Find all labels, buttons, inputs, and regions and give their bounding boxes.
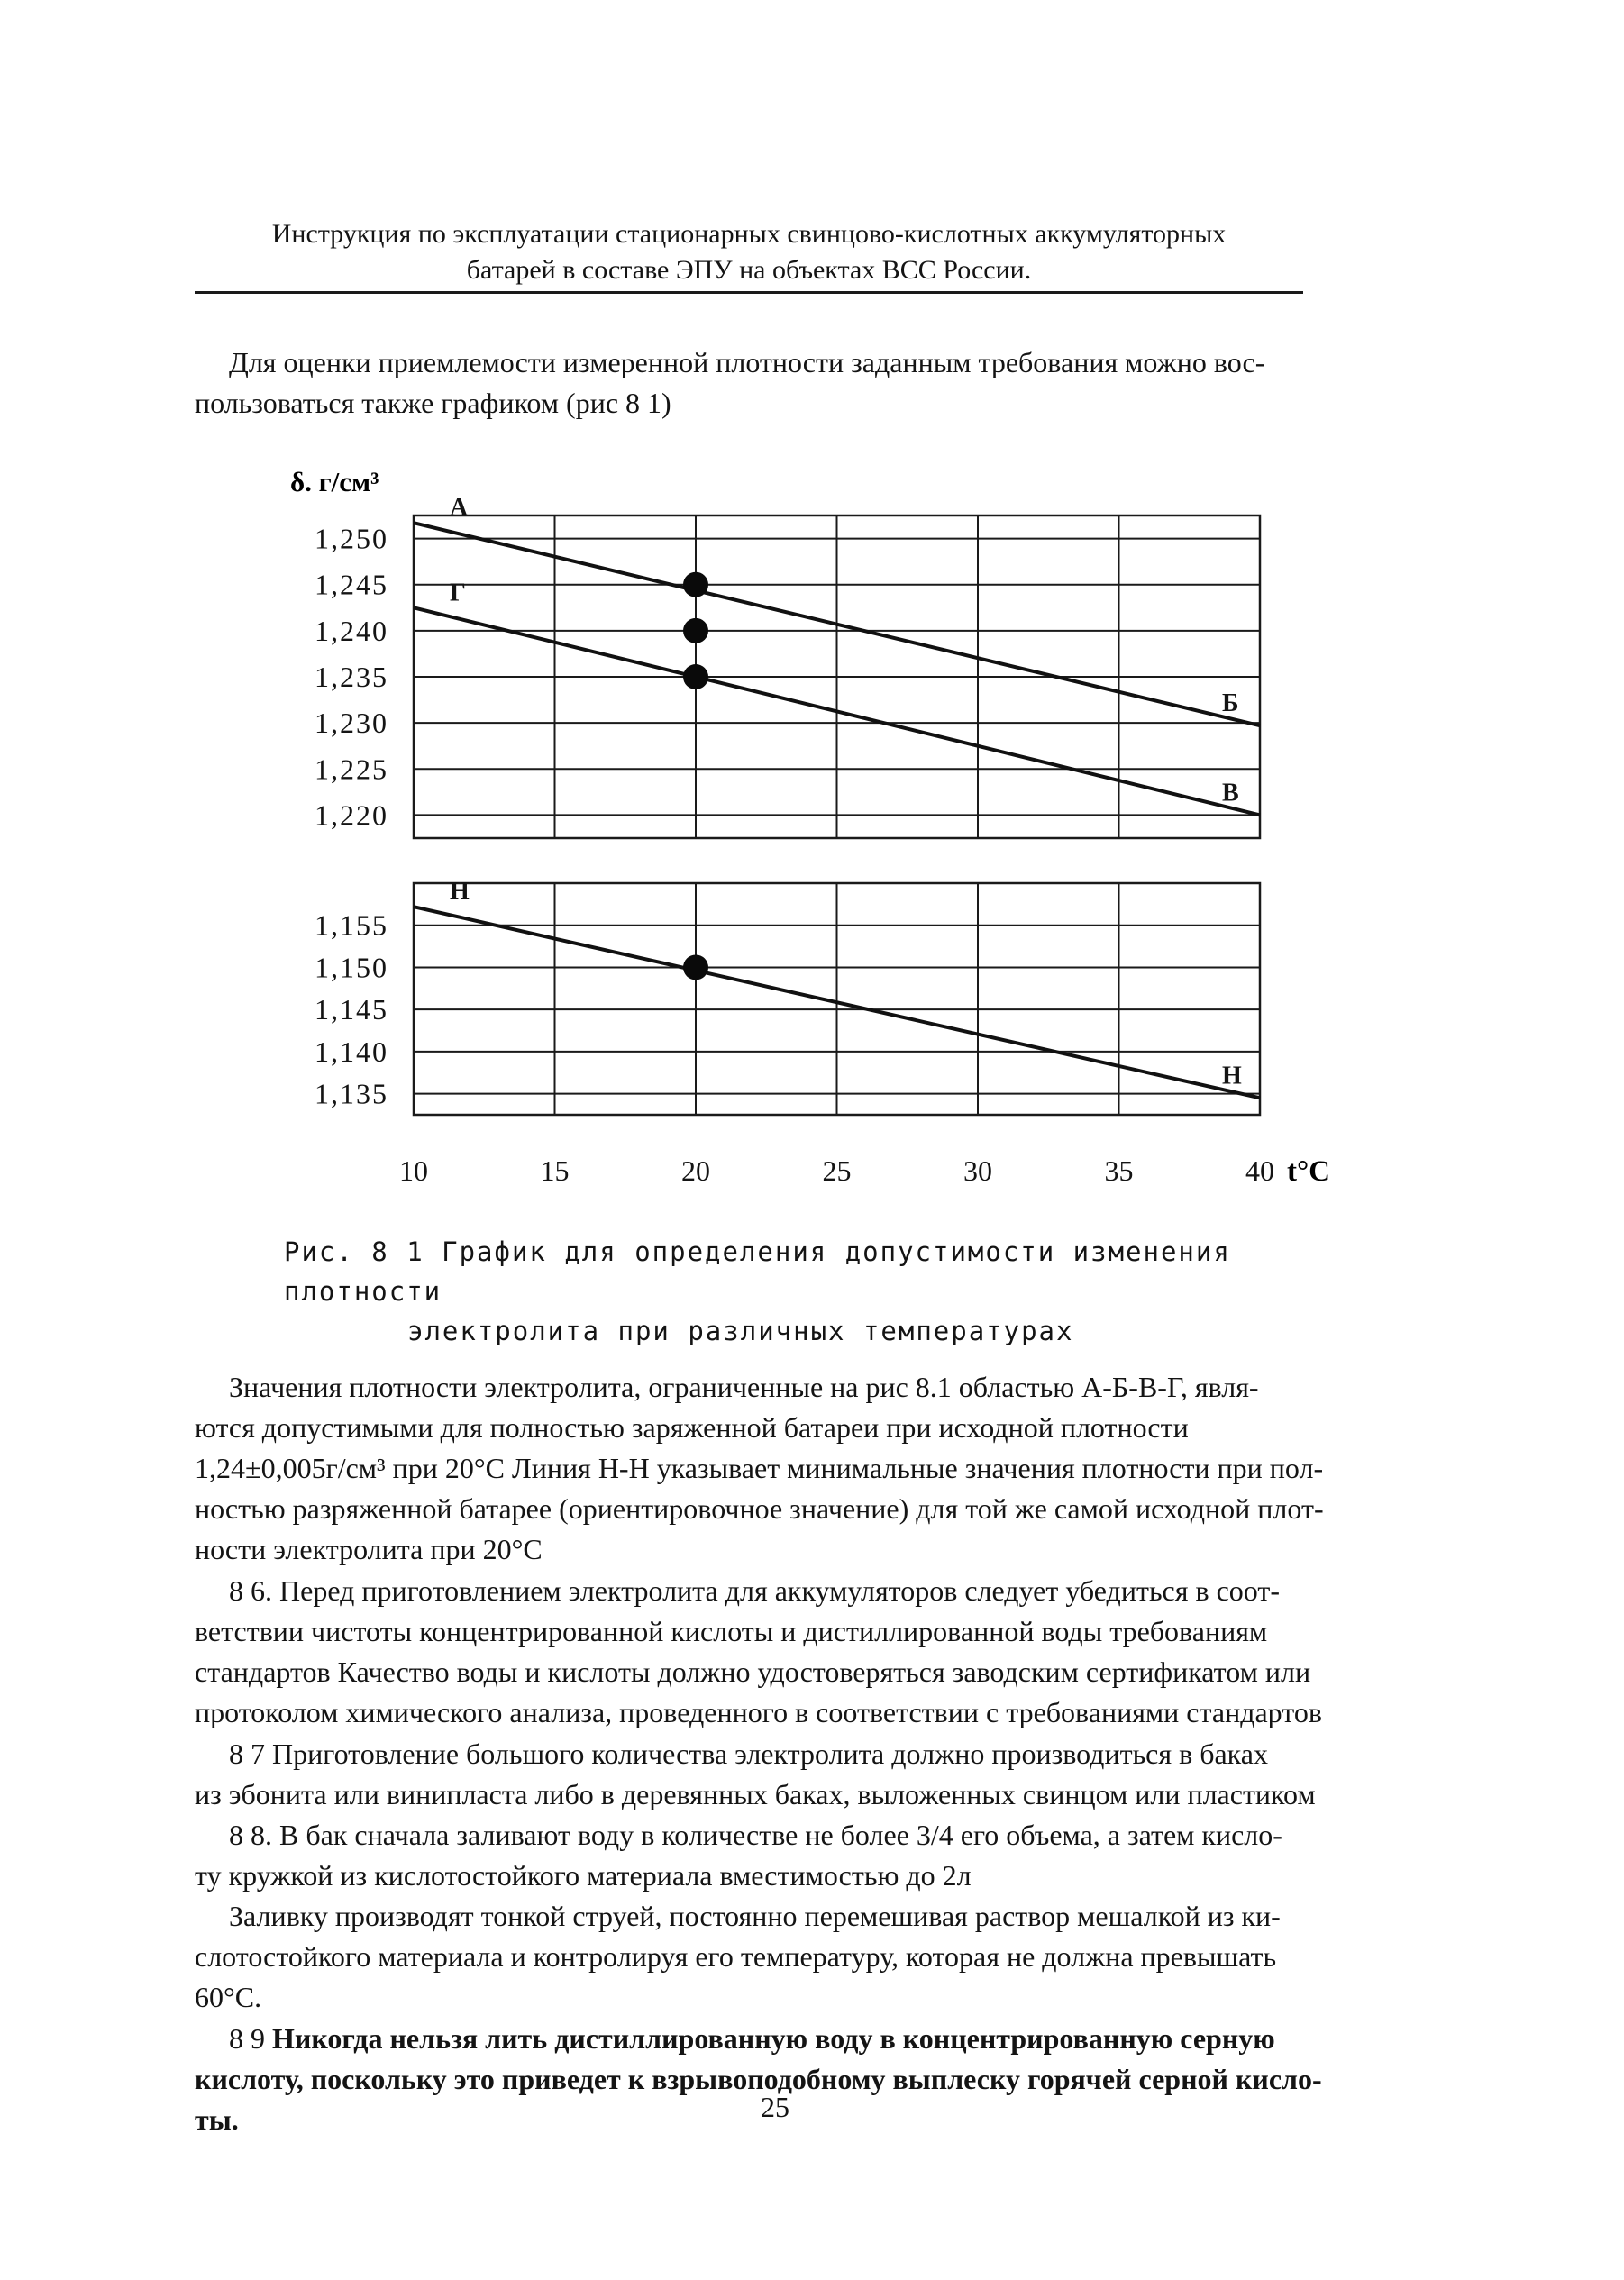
paragraph-8-8 (195, 1815, 1411, 1896)
text-line: ются допустимыми для полностью заряженной батареи при исходной плотности (195, 1411, 1189, 1444)
text-line: стандартов Качество воды и кислоты должно удостоверяться заводским сертификатом или (195, 1655, 1311, 1688)
intro-line-2: пользоваться также графиком (рис 8 1) (195, 387, 671, 419)
text-line: ностью разряженной батарее (ориентировочное значение) для той же самой исходной плот- (195, 1492, 1324, 1525)
text-line: Значения плотности электролита, ограниченные на рис 8.1 областью А-Б-В-Г, явля- (229, 1371, 1259, 1403)
text-line: протоколом химического анализа, проведенного в соответствии с требованиями стандартов (195, 1696, 1322, 1728)
y-tick-label: 1,145 (315, 993, 388, 1026)
y-tick-label: 1,135 (315, 1077, 388, 1110)
text-line: ту кружкой из кислотостойкого материала вместимостью до 2л (195, 1859, 972, 1892)
y-tick-label: 1,220 (315, 798, 388, 832)
warning-text: Никогда нельзя лить дистиллированную воду в концентрированную серную (272, 2022, 1275, 2055)
y-tick-label: 1,150 (315, 951, 388, 984)
y-tick-label: 1,245 (315, 568, 388, 601)
header-line-1: Инструкция по эксплуатации стационарных свинцово-кислотных аккумуляторных (271, 219, 1227, 249)
text-line: слотостойкого материала и контролируя его температуру, которая не должна превышать (195, 1940, 1277, 1973)
data-point-marker (683, 664, 708, 689)
y-tick-label: 1,235 (315, 661, 388, 693)
chart-panels (315, 494, 1274, 1187)
text-line: из эбонита или винипласта либо в деревянных баках, выложенных свинцом или пластиком (195, 1778, 1316, 1810)
series-end-label: В (1222, 779, 1239, 807)
y-tick-label: 1,240 (315, 614, 388, 647)
y-tick-label: 1,230 (315, 707, 388, 740)
series-start-label: Н (450, 878, 470, 907)
text-line: 1,24±0,005г/см³ при 20°С Линия Н-Н указывает минимальные значения плотности при пол- (195, 1452, 1324, 1484)
x-tick-label: 15 (540, 1154, 570, 1187)
y-tick-label: 1,225 (315, 752, 388, 786)
data-point-marker (683, 954, 708, 980)
x-tick-label: 35 (1104, 1154, 1134, 1187)
paragraph-8-6 (195, 1571, 1411, 1733)
text-line (195, 2019, 1411, 2059)
series-start-label: Г (450, 579, 466, 607)
x-axis-label: t°C (1287, 1155, 1331, 1188)
series-start-label: А (450, 494, 469, 523)
caption-line-1: Рис. 8 1 График для определения допустимости изменения плотности (284, 1236, 1231, 1307)
data-point-marker (683, 618, 708, 643)
y-tick-label: 1,250 (315, 522, 388, 555)
page-number: 25 (761, 2091, 789, 2123)
x-tick-label: 10 (399, 1154, 428, 1187)
data-point-marker (683, 572, 708, 597)
intro-line-1: Для оценки приемлемости измеренной плотности заданным требования можно вос- (229, 346, 1265, 378)
x-tick-label: 25 (822, 1154, 852, 1187)
y-tick-label: 1,155 (315, 908, 388, 942)
text-line: 60°С. (195, 1981, 262, 2013)
series-end-label: Н (1222, 1062, 1242, 1090)
text-line: 8 7 Приготовление большого количества электролита должно производиться в баках (229, 1737, 1268, 1770)
clause-number: 8 9 (229, 2022, 265, 2055)
series-end-label: Б (1222, 689, 1239, 718)
header-line-2: батарей в составе ЭПУ на объектах ВСС России. (466, 255, 1032, 285)
x-tick-label: 20 (681, 1154, 710, 1187)
text-line: ветствии чистоты концентрированной кислоты и дистиллированной воды требованиям (195, 1615, 1268, 1647)
x-tick-label: 40 (1245, 1154, 1274, 1187)
paragraph-density-limits (195, 1367, 1411, 1570)
text-line: 8 6. Перед приготовлением электролита для аккумуляторов следует убедиться в соот- (229, 1574, 1280, 1607)
paragraph-pouring (195, 1896, 1411, 2018)
warning-text: кислоту, поскольку это приведет к взрывоподобному выплеску горячей серной кисло- (195, 2063, 1322, 2095)
y-tick-label: 1,140 (315, 1035, 388, 1068)
text-line: ности электролита при 20°С (195, 1533, 543, 1565)
warning-text: ты. (195, 2103, 239, 2136)
y-axis-label: δ. г/см³ (290, 466, 379, 497)
figure-caption (284, 1232, 1365, 1351)
paragraph-8-7 (195, 1734, 1411, 1815)
text-line: Заливку производят тонкой струей, постоянно перемешивая раствор мешалкой из ки- (229, 1900, 1281, 1932)
caption-line-2: электролита при различных температурах (407, 1316, 1074, 1346)
x-tick-label: 30 (963, 1154, 992, 1187)
text-line: 8 8. В бак сначала заливают воду в количестве не более 3/4 его объема, а затем кисло- (229, 1819, 1282, 1851)
